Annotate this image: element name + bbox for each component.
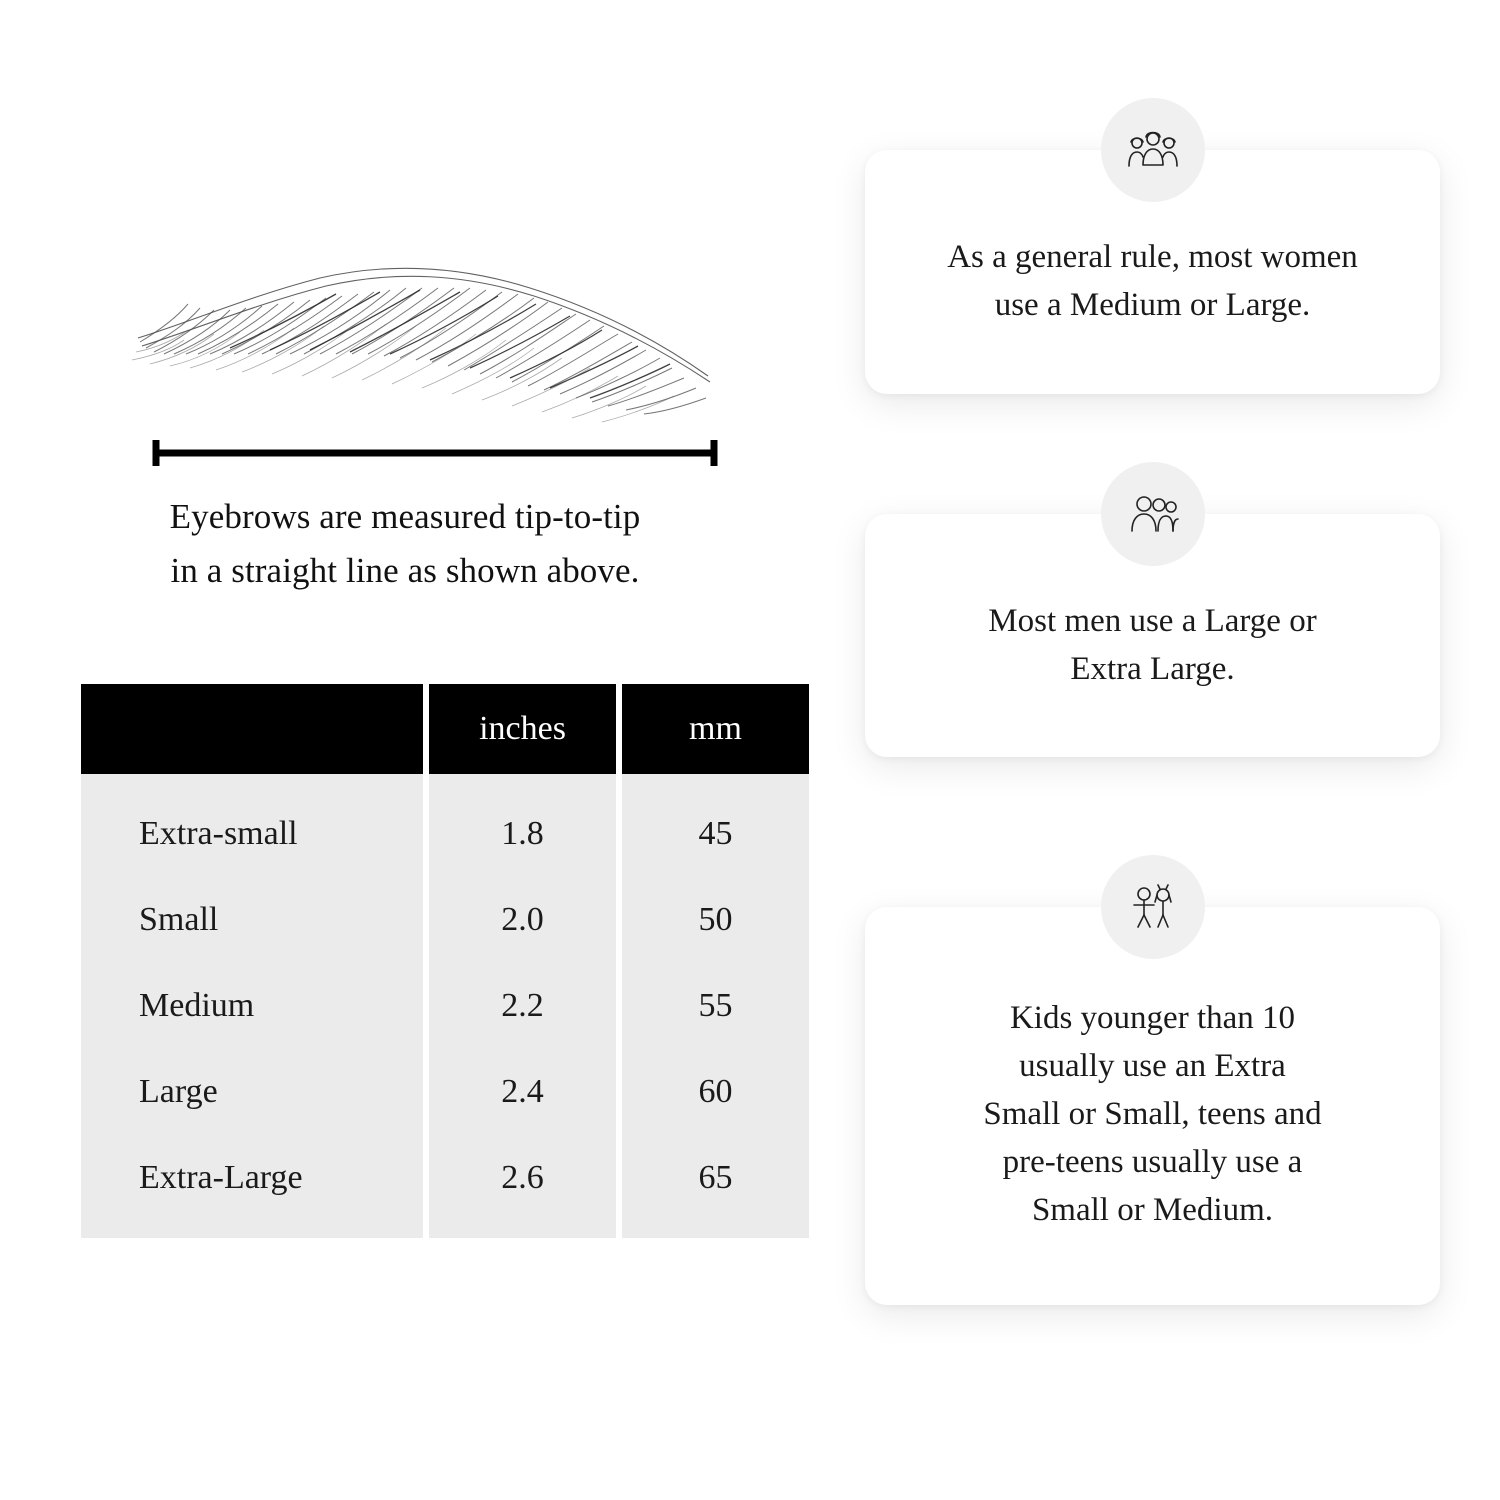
tip-to-tip-measure-bar [150,438,720,468]
table-header-row [81,684,809,774]
measurement-caption [75,490,735,599]
table-row [81,1135,809,1238]
table-body [81,774,809,1238]
note-text-kids [905,995,1400,1234]
cell-size-name: Medium [81,963,423,1049]
cell-inches: 2.0 [429,877,616,963]
caption-line-2: in a straight line as shown above. [170,551,640,591]
cell-mm: 50 [622,877,809,963]
note-card-women [865,150,1440,394]
note-line: Kids younger than 10 [1009,1000,1296,1037]
note-line: Small or Small, teens and [983,1096,1322,1133]
note-line: As a general rule, most women [947,239,1358,275]
header-mm: mm [622,684,809,774]
eyebrow-illustration-block [75,150,715,480]
note-text-women [905,234,1400,330]
cell-inches: 2.2 [429,963,616,1049]
note-line: Small or Medium. [1031,1191,1274,1228]
cell-mm: 60 [622,1049,809,1135]
cell-size-name: Extra-small [81,774,423,877]
cell-inches: 2.6 [429,1135,616,1238]
note-line: use a Medium or Large. [994,286,1311,323]
kids-icon [1101,855,1205,959]
size-chart-table [75,684,815,1238]
table-row [81,774,809,877]
table-head [81,684,809,774]
cell-size-name: Large [81,1049,423,1135]
women-group-icon [1101,98,1205,202]
eyebrow-illustration [130,230,730,430]
table-row [81,1049,809,1135]
note-card-kids [865,907,1440,1304]
cell-mm: 55 [622,963,809,1049]
note-card-men [865,514,1440,758]
note-line: usually use an Extra [1019,1048,1286,1085]
table-row [81,963,809,1049]
header-inches: inches [429,684,616,774]
cell-inches: 2.4 [429,1049,616,1135]
caption-line-1: Eyebrows are measured tip-to-tip [169,497,641,536]
note-line: pre-teens usually use a [1002,1143,1303,1180]
cell-mm: 45 [622,774,809,877]
men-group-icon [1101,462,1205,566]
cell-mm: 65 [622,1135,809,1238]
cell-size-name: Extra-Large [81,1135,423,1238]
note-text-men [905,598,1400,694]
header-size [81,684,423,774]
note-line: Extra Large. [1070,650,1235,687]
cell-size-name: Small [81,877,423,963]
table-row [81,877,809,963]
note-line: Most men use a Large or [988,602,1317,639]
right-column [830,0,1500,1500]
cell-inches: 1.8 [429,774,616,877]
